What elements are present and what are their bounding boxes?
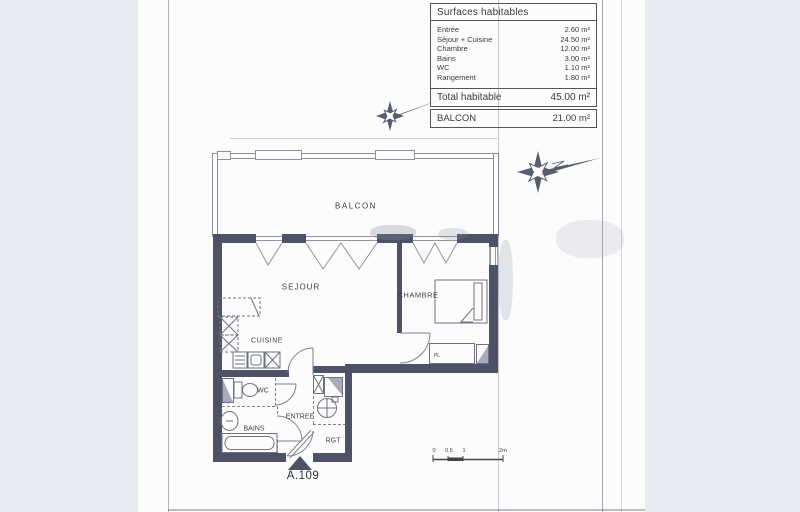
- balcony-parapet: [213, 139, 499, 237]
- table-header: Surfaces habitables: [431, 4, 596, 21]
- room-label-chambre: CHAMBRE: [397, 290, 439, 300]
- north-arrow-icon: [517, 151, 600, 193]
- room-label-rgt: RGT: [325, 437, 341, 445]
- surface-area-table: [430, 3, 597, 128]
- scale-tick-label: 1: [462, 448, 466, 454]
- room-label-entree: ENTREE: [285, 413, 315, 421]
- door-swings: [275, 333, 430, 458]
- entrance-marker: [288, 456, 312, 470]
- row-value: 1.10 m²: [564, 63, 590, 73]
- scale-tick-label: 2m: [499, 448, 507, 454]
- scale-tick-label: 0: [432, 448, 436, 454]
- room-label-cuisine: CUISINE: [251, 337, 283, 345]
- row-label: WC: [437, 63, 450, 73]
- scale-bar: [433, 455, 503, 462]
- row-value: 2.60 m²: [564, 25, 590, 34]
- table-row: [437, 25, 590, 35]
- room-label-placard: PL: [433, 353, 441, 359]
- table-balcony-row: [430, 109, 597, 128]
- table-row: [437, 73, 590, 83]
- room-label-bains: BAINS: [243, 425, 265, 433]
- table-row: [437, 54, 590, 64]
- row-label: Rangement: [437, 72, 476, 82]
- table-row: [437, 35, 590, 45]
- right-wall-window: [490, 247, 498, 265]
- table-row: [437, 44, 590, 54]
- total-value: 45.00 m²: [550, 91, 590, 103]
- balcony-value: 21.00 m²: [552, 112, 590, 124]
- row-label: Bains: [437, 53, 456, 63]
- paper-bottom-edge: [168, 509, 645, 511]
- row-value: 24.50 m²: [560, 34, 590, 44]
- kitchen-counter: [218, 298, 280, 368]
- table-row: [437, 63, 590, 73]
- row-value: 12.00 m²: [560, 44, 590, 54]
- room-label-wc: WC: [257, 387, 269, 395]
- unit-number-label: A.109: [286, 470, 320, 482]
- entree-fixtures: [314, 376, 343, 418]
- room-label-balcon: BALCON: [335, 201, 377, 211]
- total-label: Total habitable: [437, 91, 502, 103]
- table-total-row: [431, 88, 596, 106]
- row-value: 3.00 m²: [564, 53, 590, 63]
- balcony-label: BALCON: [437, 112, 477, 124]
- row-label: Entrée: [437, 25, 460, 34]
- row-label: Séjour + Cuisine: [437, 34, 493, 44]
- row-value: 1.80 m²: [564, 72, 590, 82]
- row-label: Chambre: [437, 44, 468, 54]
- scale-tick-label: 0.5: [445, 448, 453, 454]
- room-label-sejour: SEJOUR: [281, 282, 321, 292]
